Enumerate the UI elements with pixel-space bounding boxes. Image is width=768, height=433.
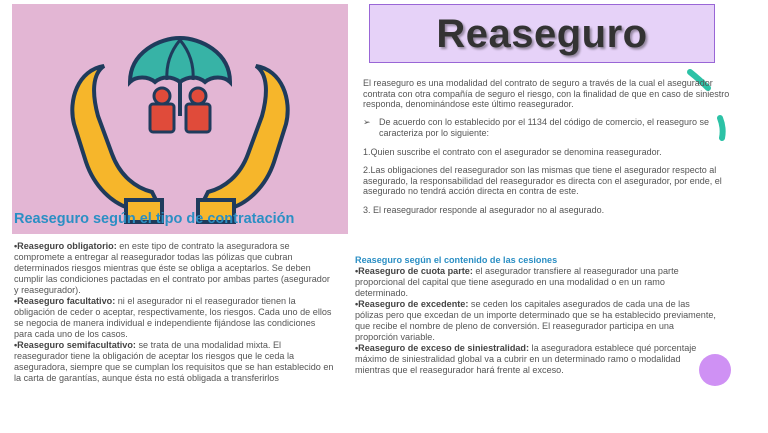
contract-types-list: [14, 241, 334, 384]
point-1: 1.Quien suscribe el contrato con el asegurador se denomina reasegurador.: [363, 147, 662, 157]
intro-paragraph: El reaseguro es una modalidad del contrato de seguro a través de la cual el asegurador contrata con otra compañía de seguro el riesgo, con la finalidad de que en caso de siniestro responda, denominándose este último reasegurador.: [363, 78, 730, 110]
contratacion-heading: Reaseguro según el tipo de contratación: [14, 211, 295, 227]
list-item: •Reaseguro obligatorio: en este tipo de contrato la aseguradora se compromete a entregar al reasegurador todas las pólizas que cubran determinados riesgos mientras que éste se obliga a aceptarlos. Se deben cumplir las condiciones pactadas en el contrato por ambas partes (asegurador y reasegurador).: [14, 241, 330, 295]
purple-dot-decoration: [697, 352, 733, 388]
arrow-bullet-icon: ➢: [363, 117, 371, 127]
point-2: 2.Las obligaciones del reasegurador son las mismas que tiene el asegurador respecto al asegurado, la responsabilidad del reasegurador es directa con el asegurador, por ende, el asegurado no tendrá acción directa en contra de este.: [363, 165, 722, 197]
illustration-panel: [12, 4, 348, 234]
list-item: •Reaseguro de exceso de siniestralidad: la aseguradora establece qué porcentaje máximo de siniestralidad global va a cubrir en un determinado ramo o modalidad mientras que el reasegurador hará frente al exceso.: [355, 343, 697, 375]
list-item: •Reaseguro de cuota parte: el asegurador transfiere al reasegurador una parte proporcional del capital que tiene asegurado en una modalidad o en un ramo determinado.: [355, 266, 679, 298]
article-bullet-text: De acuerdo con lo establecido por el 1134 del código de comercio, el reaseguro se caracteriza por lo siguiente:: [379, 117, 710, 138]
cesiones-heading: Reaseguro según el contenido de las cesiones: [355, 255, 558, 265]
umbrella-family-hands-icon: [12, 4, 348, 234]
list-item: •Reaseguro de excedente: se ceden los capitales asegurados de cada una de las pólizas pero que excedan de un importe determinado que se ha establecido previamente, que recibe el nombre de pleno de conversión. El reasegurador participa en una proporción variable.: [355, 299, 716, 342]
list-item: •Reaseguro semifacultativo: se trata de una modalidad mixta. El reasegurador tiene la obligación de aceptar los riesgos que le ceda la aseguradora, siempre que se cumplan los requisitos que se han establecido en la carta de garantías, aunque ésta no está obligada a transferirlos: [14, 340, 334, 383]
page-title: Reaseguro: [436, 12, 648, 56]
cesiones-section: [355, 255, 717, 376]
point-3: 3. El reasegurador responde al asegurador no al asegurado.: [363, 205, 605, 215]
list-item: •Reaseguro facultativo: ni el asegurador ni el reasegurador tienen la obligación de ceder o aceptar, respectivamente, los riesgos. Cada uno de ellos se negocia de manera individual e independiente fijándose las condiciones para cada uno de los casos.: [14, 296, 332, 339]
title-box: [369, 4, 715, 63]
